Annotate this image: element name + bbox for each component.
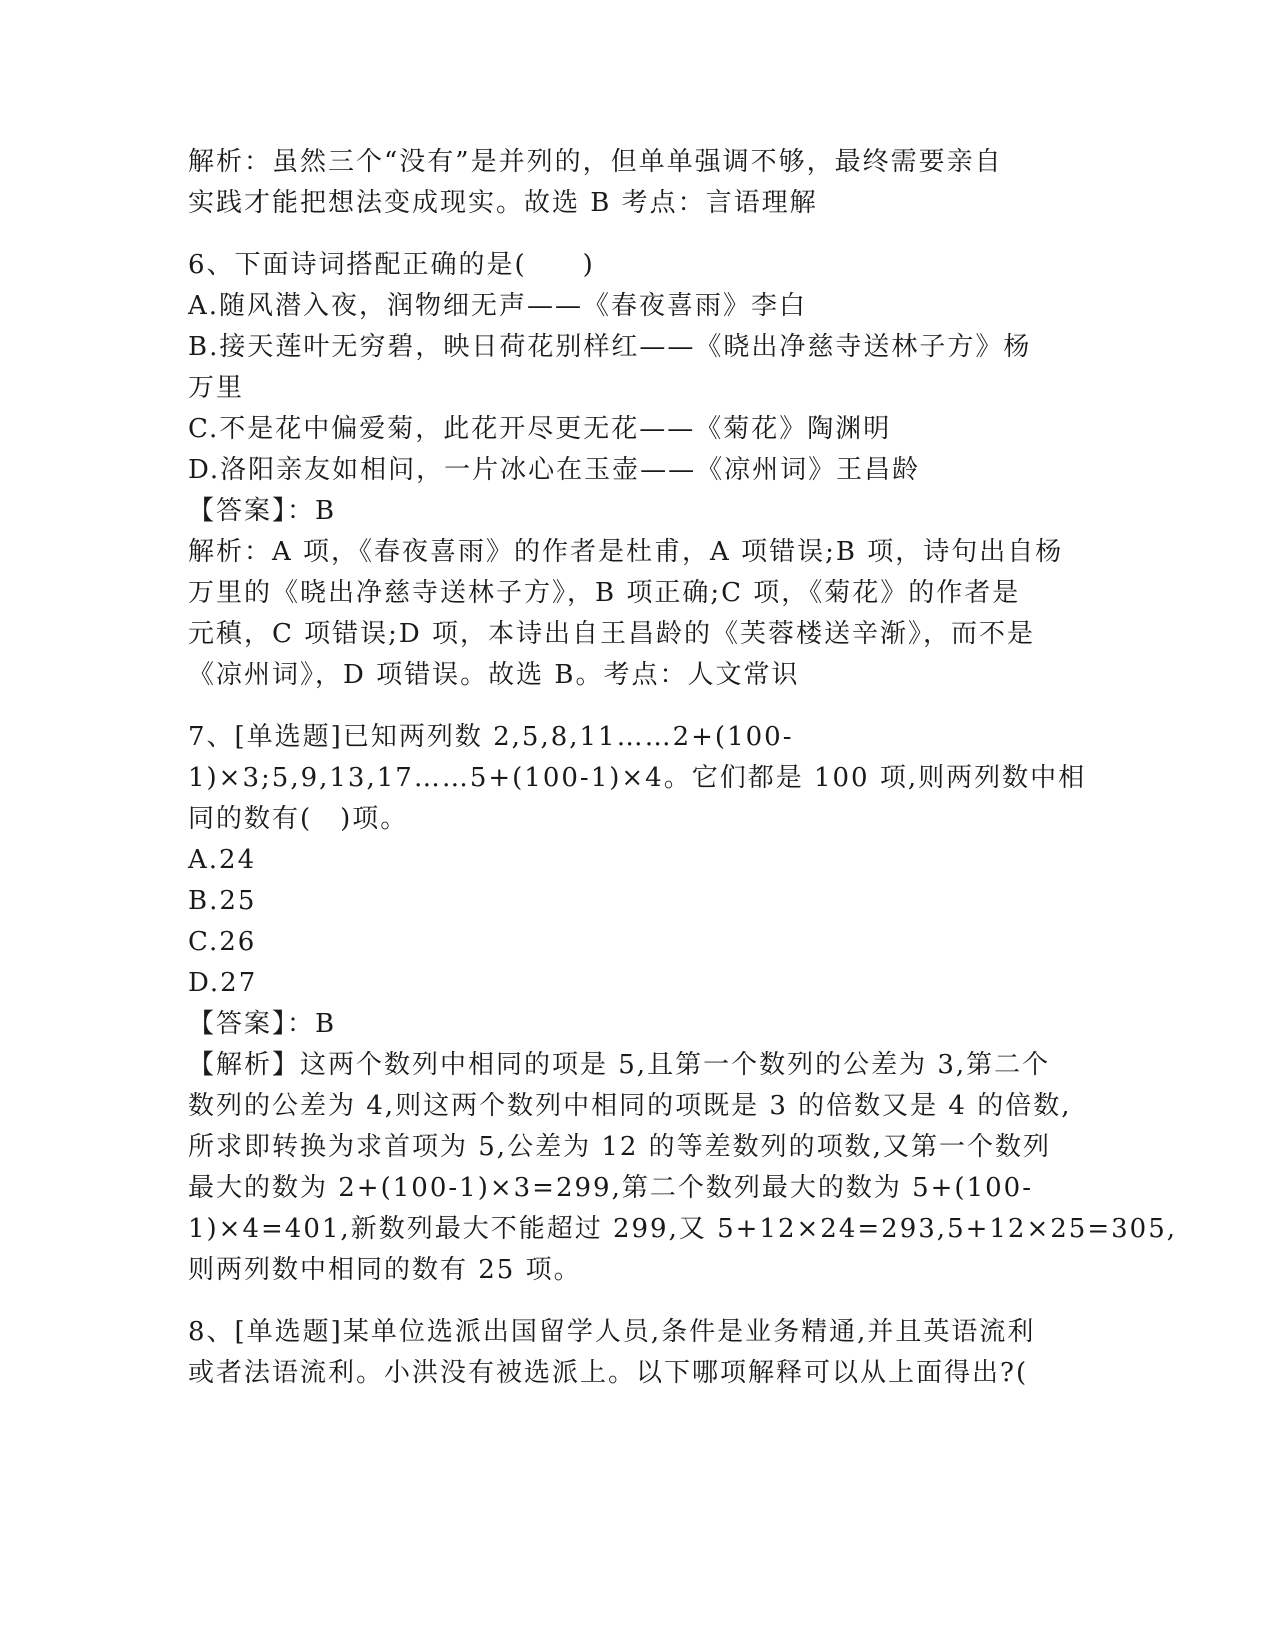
q7-analysis-line-2: 数列的公差为 4,则这两个数列中相同的项既是 3 的倍数又是 4 的倍数, [188, 1091, 1072, 1121]
q7-question-line-1: 7、[单选题]已知两列数 2,5,8,11……2+(100- [188, 722, 794, 752]
q6-option-b-cont: 万里 [188, 373, 245, 403]
q7-analysis-line-4: 最大的数为 2+(100-1)×3=299,第二个数列最大的数为 5+(100- [188, 1173, 1033, 1203]
q8-question-line-1: 8、[单选题]某单位选派出国留学人员,条件是业务精通,并且英语流利 [188, 1317, 1036, 1347]
q6-option-b: B.接天莲叶无穷碧，映日荷花别样红——《晓出净慈寺送林子方》杨 [188, 332, 1032, 362]
q6-analysis-line-2: 万里的《晓出净慈寺送林子方》，B 项正确;C 项，《菊花》的作者是 [188, 578, 1021, 608]
q6-question: 6、下面诗词搭配正确的是( ) [188, 250, 595, 280]
q7-question-line-3: 同的数有( )项。 [188, 804, 409, 834]
q7-option-b: B.25 [188, 886, 257, 916]
q7-analysis-line-5: 1)×4=401,新数列最大不能超过 299,又 5+12×24=293,5+12×25=305, [188, 1214, 1178, 1244]
q6-analysis-line-4: 《凉州词》，D 项错误。故选 B。考点：人文常识 [188, 660, 800, 690]
q7-analysis-line-1: 【解析】这两个数列中相同的项是 5,且第一个数列的公差为 3,第二个 [188, 1050, 1051, 1080]
q7-analysis-line-3: 所求即转换为求首项为 5,公差为 12 的等差数列的项数,又第一个数列 [188, 1132, 1051, 1162]
q7-option-a: A.24 [188, 845, 257, 875]
q7-option-c: C.26 [188, 927, 257, 957]
q6-option-d: D.洛阳亲友如相问，一片冰心在玉壶——《凉州词》王昌龄 [188, 455, 921, 485]
q5-analysis-line-1: 解析：虽然三个“没有”是并列的，但单单强调不够，最终需要亲自 [188, 147, 1003, 177]
q7-answer: 【答案】：B [188, 1009, 337, 1039]
q5-analysis-line-2: 实践才能把想法变成现实。故选 B 考点：言语理解 [188, 188, 818, 218]
q7-option-d: D.27 [188, 968, 258, 998]
q6-option-a: A.随风潜入夜，润物细无声——《春夜喜雨》李白 [188, 291, 808, 321]
q6-option-c: C.不是花中偏爱菊，此花开尽更无花——《菊花》陶渊明 [188, 414, 892, 444]
q6-analysis-line-1: 解析：A 项，《春夜喜雨》的作者是杜甫，A 项错误;B 项，诗句出自杨 [188, 537, 1064, 567]
q6-analysis-line-3: 元稹，C 项错误;D 项，本诗出自王昌龄的《芙蓉楼送辛渐》，而不是 [188, 619, 1036, 649]
q7-analysis-line-6: 则两列数中相同的数有 25 项。 [188, 1255, 582, 1285]
q8-question-line-2: 或者法语流利。小洪没有被选派上。以下哪项解释可以从上面得出?( [188, 1358, 1029, 1388]
q6-answer: 【答案】：B [188, 496, 337, 526]
q7-question-line-2: 1)×3;5,9,13,17……5+(100-1)×4。它们都是 100 项,则两列数中相 [188, 763, 1087, 793]
